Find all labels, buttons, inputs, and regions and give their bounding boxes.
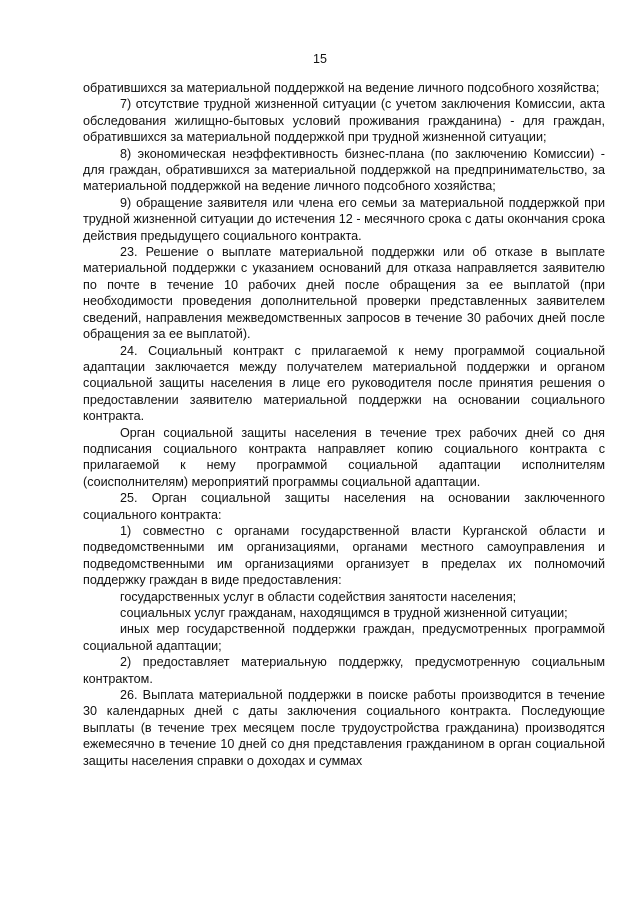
paragraph: 7) отсутствие трудной жизненной ситуации (с учетом заключения Комиссии, акта обследования жилищно-бытовых условий проживания гражданина) - для граждан, обратившихся за материальной поддержкой при трудной жизненной ситуации; — [83, 97, 605, 145]
paragraph: Орган социальной защиты населения в течение трех рабочих дней со дня подписания социального контракта направляет копию социального контракта с прилагаемой к нему программой социальной адаптации исполнителям (соисполнителям) мероприятий программы социальной адаптации. — [83, 425, 605, 489]
page-number: 15 — [313, 52, 327, 66]
paragraph: 2) предоставляет материальную поддержку, предусмотренную социальным контрактом. — [83, 655, 605, 686]
paragraph: 1) совместно с органами государственной власти Курганской области и подведомственными им организациями, органами местного самоуправления и подведомственными им организациями организует в пределах их полномочий поддержку граждан в виде предоставления: — [83, 523, 605, 588]
paragraph: 26. Выплата материальной поддержки в поиске работы производится в течение 30 календарных дней с даты заключения социального контракта. Последующие выплаты (в течение трех месяцем после трудоустройства гражданина) производятся ежемесячно в течение 10 дней со дня представления гражданином в орган социальной защиты населения справки о доходах и суммах — [83, 688, 605, 768]
document-body — [83, 80, 605, 769]
paragraph: 25. Орган социальной защиты населения на основании заключенного социального контракта: — [83, 491, 605, 522]
paragraph: социальных услуг гражданам, находящимся в трудной жизненной ситуации; — [120, 606, 568, 620]
paragraph: 9) обращение заявителя или члена его семьи за материальной поддержкой при трудной жизненной ситуации до истечения 12 - месячного срока с даты окончания срока действия предыдущего социального контракта. — [83, 195, 605, 243]
paragraph: иных мер государственной поддержки граждан, предусмотренных программой социальной адаптации; — [83, 622, 605, 653]
paragraph: обратившихся за материальной поддержкой на ведение личного подсобного хозяйства; — [83, 81, 600, 95]
paragraph: 23. Решение о выплате материальной поддержки или об отказе в выплате материальной поддержки с указанием оснований для отказа направляется заявителю по почте в течение 10 рабочих дней после обращения за ее выплатой (при необходимости проведения дополнительной проверки представленных заявителем сведений, направления межведомственных запросов в течение 30 рабочих дней после обращения за ее выплатой). — [83, 245, 605, 342]
paragraph: 8) экономическая неэффективность бизнес-плана (по заключению Комиссии) - для граждан, обратившихся за материальной поддержкой на предпринимательство, за материальной поддержкой на ведение личного подсобного хозяйства; — [83, 146, 605, 194]
paragraph: государственных услуг в области содействия занятости населения; — [120, 589, 517, 604]
paragraph: 24. Социальный контракт с прилагаемой к нему программой социальной адаптации заключается между получателем материальной поддержки и органом социальной защиты населения в лице его руководителя после принятия решения о предоставлении заявителю материальной поддержки на основании социального контракта. — [83, 343, 605, 424]
